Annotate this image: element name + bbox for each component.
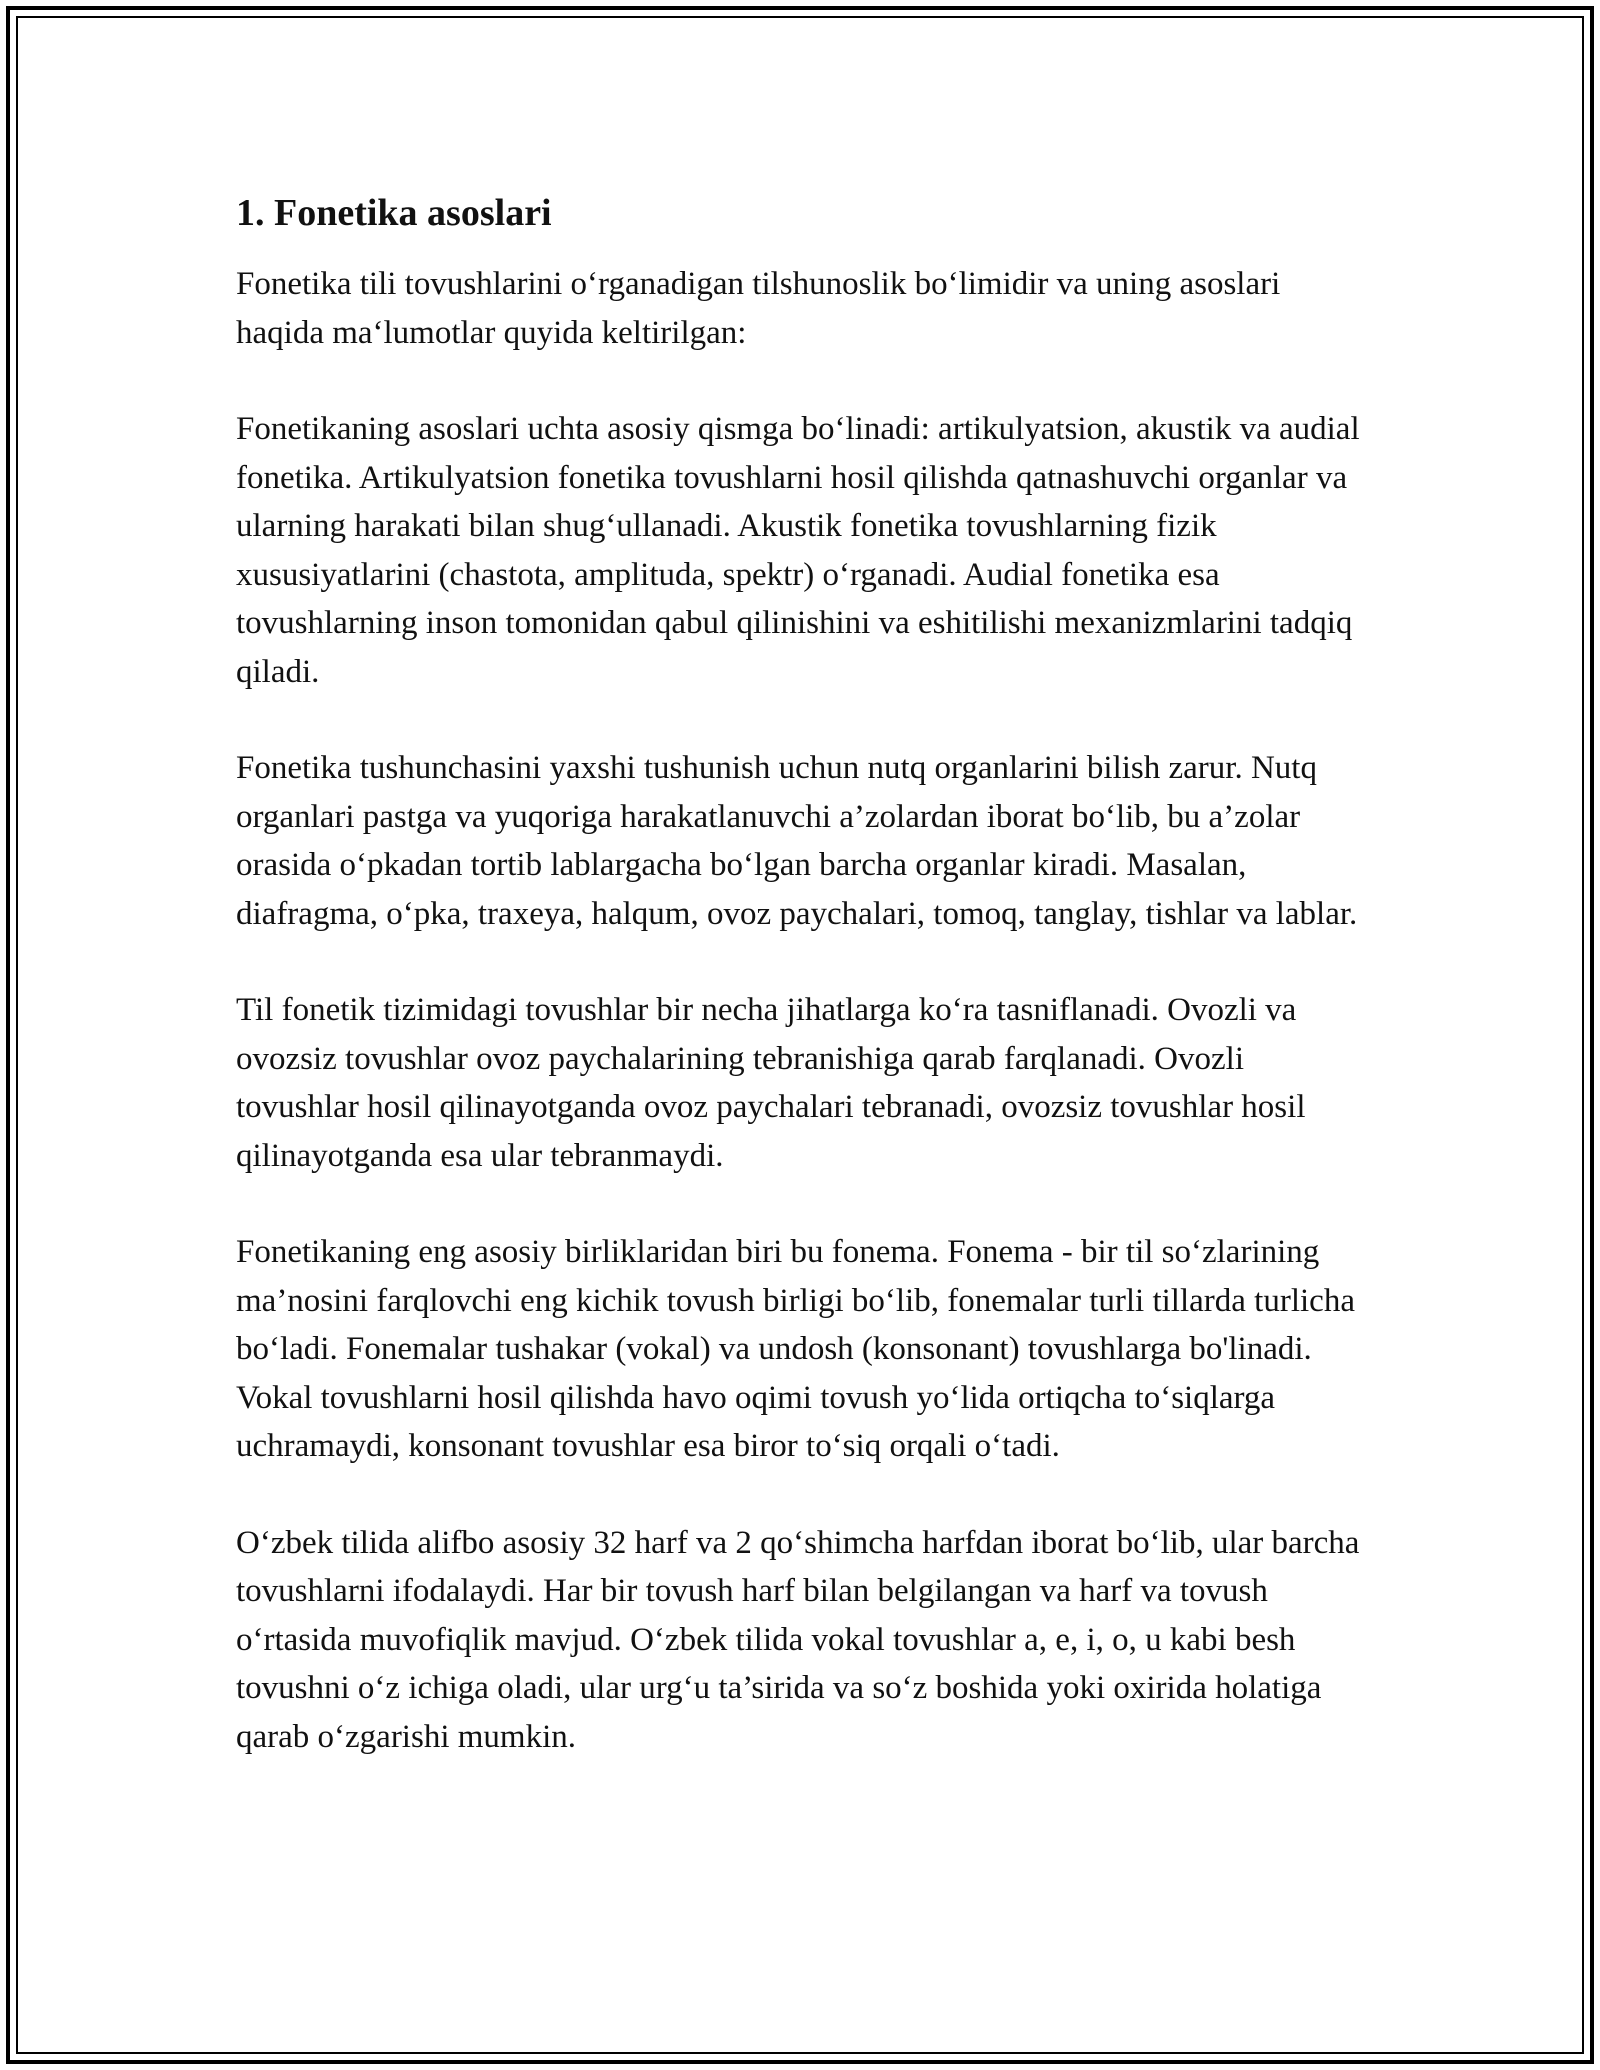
paragraph-tovushlar-tasnifi: Til fonetik tizimidagi tovushlar bir necha jihatlarga ko‘ra tasniflanadi. Ovozli va ovozsiz tovushlar ovoz paychalarining tebranishiga qarab farqlanadi. Ovozli tovushlar hosil qilinayotganda ovoz paychalari tebranadi, ovozsiz tovushlar hosil qilinayotganda esa ular tebranmaydi. xyxy=(236,992,1306,1174)
paragraph-alifbo: O‘zbek tilida alifbo asosiy 32 harf va 2 qo‘shimcha harfdan iborat bo‘lib, ular barcha tovushlarni ifodalaydi. Har bir tovush harf bilan belgilangan va harf va tovush o‘rtasida muvofiqlik mavjud. O‘zbek tilida vokal tovushlar a, e, i, o, u kabi besh tovushni o‘z ichiga oladi, ular urg‘u ta’sirida va so‘z boshida yoki oxirida holatiga qarab o‘zgarishi mumkin. xyxy=(236,1524,1360,1755)
section-title: 1. Fonetika asoslari xyxy=(236,192,552,234)
paragraph-fonema: Fonetikaning eng asosiy birliklaridan biri bu fonema. Fonema - bir til so‘zlarining ma’nosini farqlovchi eng kichik tovush birligi bo‘lib, fonemalar turli tillarda turlicha bo‘ladi. Fonemalar tushakar (vokal) va undosh (konsonant) tovushlarga bo'linadi. Vokal tovushlarni hosil qilishda havo oqimi tovush yo‘lida ortiqcha to‘siqlarga uchramaydi, konsonant tovushlar esa biror to‘siq orqali o‘tadi. xyxy=(236,1234,1355,1464)
paragraph-nutq-organlari: Fonetika tushunchasini yaxshi tushunish uchun nutq organlarini bilish zarur. Nutq organlari pastga va yuqoriga harakatlanuvchi a’zolardan iborat bo‘lib, bu a’zolar orasida o‘pkadan tortib lablargacha bo‘lgan barcha organlar kiradi. Masalan, diafragma, o‘pka, traxeya, halqum, ovoz paychalari, tomoq, tanglay, tishlar va lablar. xyxy=(236,750,1358,932)
paragraph-fonetika-qismlari: Fonetikaning asoslari uchta asosiy qismga bo‘linadi: artikulyatsion, akustik va audial fonetika. Artikulyatsion fonetika tovushlarni hosil qilishda qatnashuvchi organlar va ularning harakati bilan shug‘ullanadi. Akustik fonetika tovushlarning fizik xususiyatlarini (chastota, amplituda, spektr) o‘rganadi. Audial fonetika esa tovushlarning inson tomonidan qabul qilinishini va eshitilishi mexanizmlarini tadqiq qiladi. xyxy=(236,411,1360,690)
document-body xyxy=(236,188,1366,1809)
paragraph-intro: Fonetika tili tovushlarini o‘rganadigan tilshunoslik bo‘limidir va uning asoslari haqida ma‘lumotlar quyida keltirilgan: xyxy=(236,266,1281,351)
